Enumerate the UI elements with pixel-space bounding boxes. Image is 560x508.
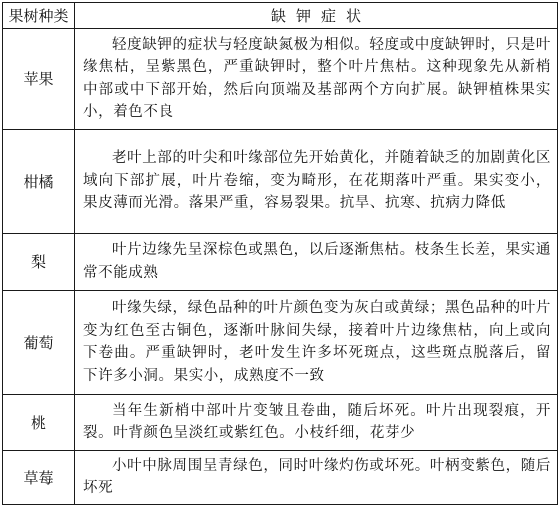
table-header <box>3 3 558 29</box>
symptoms-cell: 当年生新梢中部叶片变皱且卷曲，随后坏死。叶片出现裂痕，开裂。叶背颜色呈淡红或紫红色。小枝纤细，花芽少 <box>75 394 558 450</box>
potassium-deficiency-table <box>2 2 558 505</box>
symptoms-cell: 轻度缺钾的症状与轻度缺氮极为相似。轻度或中度缺钾时，只是叶缘焦枯，呈紫黑色，严重缺钾时，整个叶片焦枯。这种现象先从新梢中部或中下部开始，然后向顶端及基部两个方向扩展。缺钾植株果实小，着色不良 <box>75 29 558 130</box>
table-body <box>3 29 558 505</box>
table-row <box>3 233 558 290</box>
symptoms-cell: 叶片边缘先呈深棕色或黑色，以后逐渐焦枯。枝条生长差，果实通常不能成熟 <box>75 233 558 290</box>
table-row <box>3 129 558 233</box>
tree-name-cell: 葡萄 <box>3 290 75 394</box>
symptoms-cell: 叶缘失绿，绿色品种的叶片颜色变为灰白或黄绿；黑色品种的叶片变为红色至古铜色，逐渐叶脉间失绿，接着叶片边缘焦枯，向上或向下卷曲。严重缺钾时，老叶发生许多坏死斑点，这些斑点脱落后，留下许多小洞。果实小，成熟度不一致 <box>75 290 558 394</box>
table-row <box>3 394 558 450</box>
table-row <box>3 290 558 394</box>
tree-name-cell: 柑橘 <box>3 129 75 233</box>
header-row <box>3 3 558 29</box>
tree-name-cell: 桃 <box>3 394 75 450</box>
header-symptoms: 缺钾症状 <box>75 3 558 29</box>
table-row <box>3 29 558 130</box>
tree-name-cell: 草莓 <box>3 450 75 504</box>
symptoms-cell: 老叶上部的叶尖和叶缘部位先开始黄化，并随着缺乏的加剧黄化区域向下部扩展，叶片卷缩，变为畸形，在花期落叶严重。果实变小，果皮薄而光滑。落果严重，容易裂果。抗旱、抗寒、抗病力降低 <box>75 129 558 233</box>
tree-name-cell: 梨 <box>3 233 75 290</box>
header-tree-type: 果树种类 <box>3 3 75 29</box>
tree-name-cell: 苹果 <box>3 29 75 130</box>
symptoms-cell: 小叶中脉周围呈青绿色，同时叶缘灼伤或坏死。叶柄变紫色，随后坏死 <box>75 450 558 504</box>
table-row <box>3 450 558 504</box>
